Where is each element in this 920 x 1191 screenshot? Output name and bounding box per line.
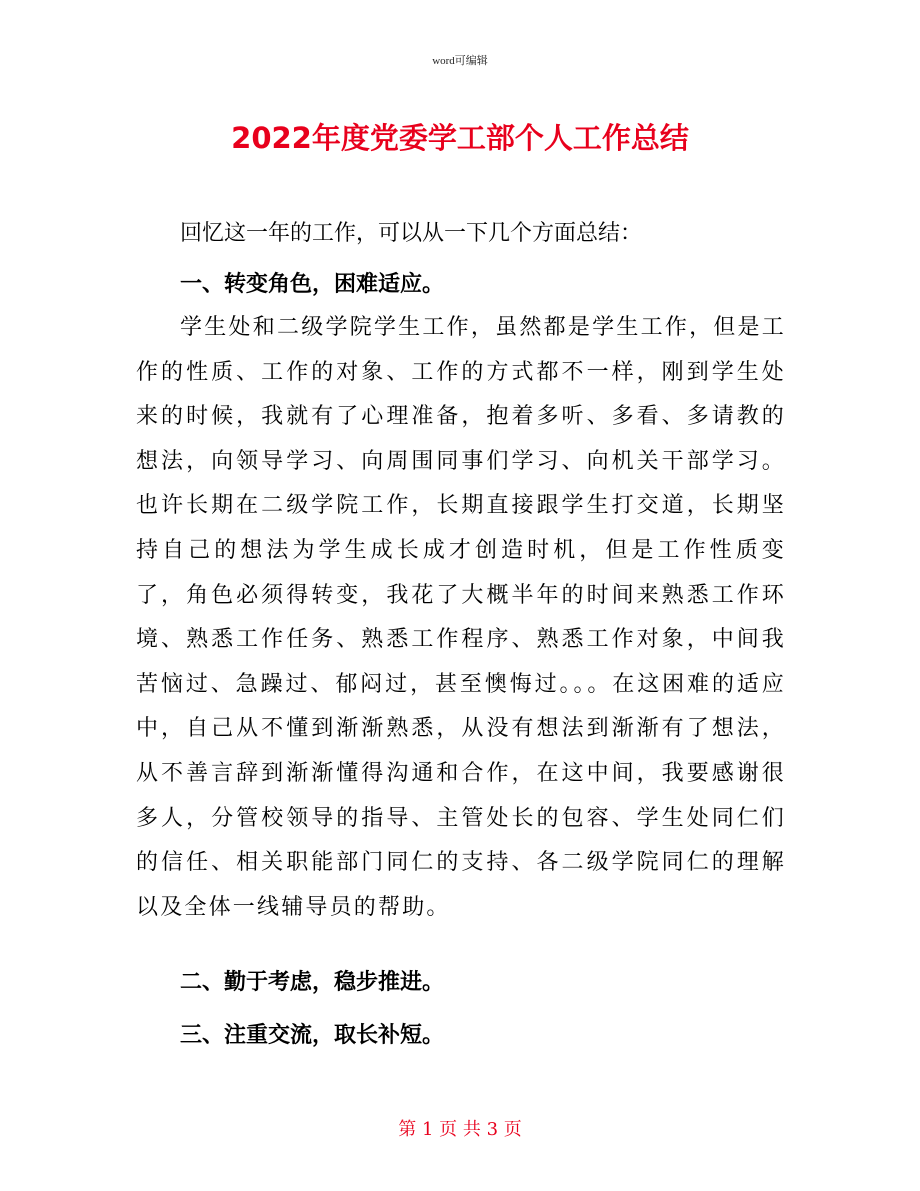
- section-heading-1: 一、转变角色，困难适应。: [180, 271, 445, 297]
- section-paragraph-1: 学生处和二级学院学生工作，虽然都是学生工作，但是工作的性质、工作的对象、工作的方式都不一样，刚到学生处来的时候，我就有了心理准备，抱着多听、多看、多请教的想法，向领导学习、向周围同事们学习、向机关干部学习。也许长期在二级学院工作，长期直接跟学生打交道，长期坚持自己的想法为学生成长成才创造时机，但是工作性质变了，角色必须得转变，我花了大概半年的时间来熟悉工作环境、熟悉工作任务、熟悉工作程序、熟悉工作对象，中间我苦恼过、急躁过、郁闷过，甚至懊悔过。。。在这困难的适应中，自己从不懂到渐渐熟悉，从没有想法到渐渐有了想法，从不善言辞到渐渐懂得沟通和合作，在这中间，我要感谢很多人，分管校领导的指导、主管处长的包容、学生处同仁们的信任、相关职能部门同仁的支持、各二级学院同仁的理解以及全体一线辅导员的帮助。: [136, 315, 786, 920]
- document-title: 2022年度党委学工部个人工作总结: [231, 121, 689, 155]
- header-note: word可编辑: [432, 55, 488, 67]
- section-heading-2: 二、勤于考虑，稳步推进。: [180, 969, 445, 995]
- section-heading-3: 三、注重交流，取长补短。: [180, 1022, 445, 1048]
- page-indicator: 第 1 页 共 3 页: [398, 1119, 522, 1140]
- intro-paragraph: 回忆这一年的工作，可以从一下几个方面总结：: [180, 221, 643, 246]
